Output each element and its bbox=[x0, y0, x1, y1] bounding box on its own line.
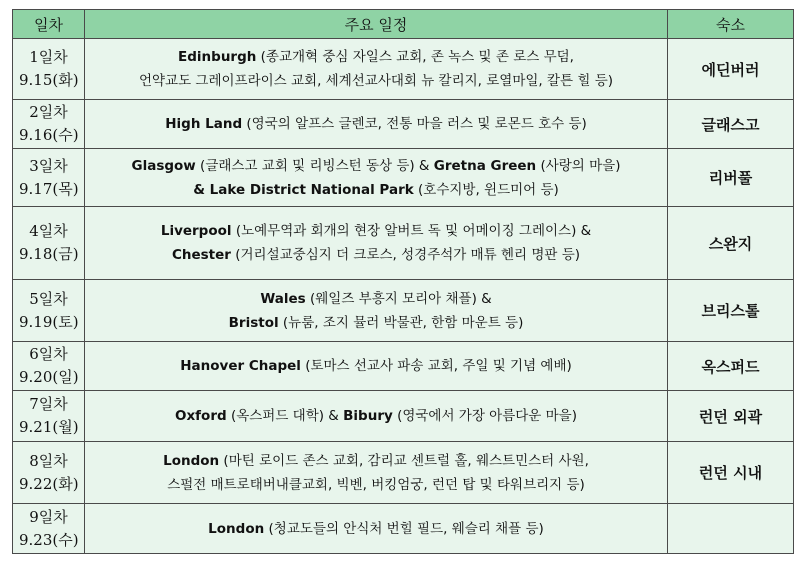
schedule-text: 스펄전 매트로태버내클교회, 빅벤, 버킹엄궁, 런던 탑 및 타워브리지 등) bbox=[167, 476, 585, 493]
place-name: London bbox=[208, 520, 265, 537]
schedule-line bbox=[91, 243, 661, 267]
schedule-text: (뉴룸, 조지 뮬러 박물관, 한함 마운트 등) bbox=[278, 314, 524, 331]
header-row bbox=[13, 10, 794, 39]
schedule-cell bbox=[85, 504, 668, 554]
schedule-text: (영국의 알프스 글렌코, 전통 마을 러스 및 로몬드 호수 등) bbox=[242, 116, 587, 132]
day-label: 8일차 bbox=[29, 451, 68, 470]
schedule-text: (거리설교중심지 더 크로스, 성경주석가 매튜 헨리 명판 등) bbox=[230, 247, 581, 263]
lodging-cell: 옥스퍼드 bbox=[668, 342, 794, 391]
day-cell bbox=[13, 207, 85, 280]
day-cell bbox=[13, 391, 85, 442]
day-label: 5일차 bbox=[29, 289, 68, 308]
schedule-text: (청교도들의 안식처 번힐 필드, 웨슬리 채플 등) bbox=[264, 520, 544, 537]
schedule-cell bbox=[85, 342, 668, 391]
table-row bbox=[13, 280, 794, 342]
place-name: Hanover Chapel bbox=[180, 358, 301, 374]
day-cell bbox=[13, 342, 85, 391]
schedule-text: 언약교도 그레이프라이스 교회, 세계선교사대회 뉴 칼리지, 로열마일, 칼튼 힐 등) bbox=[138, 73, 614, 89]
date-label: 9.17(목) bbox=[19, 179, 79, 198]
schedule-text: (웨일즈 부흥지 모리아 채플) & bbox=[305, 290, 492, 307]
place-name: Oxford bbox=[175, 408, 227, 424]
header-lodging: 숙소 bbox=[668, 10, 794, 39]
schedule-cell bbox=[85, 391, 668, 442]
header-schedule: 주요 일정 bbox=[85, 10, 668, 39]
schedule-text: (노예무역과 회개의 현장 알버트 독 및 어메이징 그레이스) & bbox=[231, 223, 592, 239]
day-cell bbox=[13, 149, 85, 207]
schedule-line bbox=[91, 473, 661, 497]
place-name: Chester bbox=[171, 247, 231, 263]
date-label: 9.15(화) bbox=[19, 71, 79, 89]
schedule-cell bbox=[85, 207, 668, 280]
place-name: High Land bbox=[165, 116, 243, 132]
place-name: Gretna Green bbox=[433, 157, 537, 174]
place-name: Wales bbox=[260, 290, 306, 307]
day-cell bbox=[13, 280, 85, 342]
schedule-text: (영국에서 가장 아름다운 마을) bbox=[392, 408, 577, 424]
schedule-cell bbox=[85, 149, 668, 207]
place-name: Bristol bbox=[228, 314, 279, 331]
schedule-line bbox=[91, 404, 661, 428]
date-label: 9.23(수) bbox=[19, 530, 79, 549]
schedule-line bbox=[91, 354, 661, 378]
place-name: Liverpool bbox=[160, 223, 232, 239]
table-row bbox=[13, 100, 794, 149]
schedule-line bbox=[91, 69, 661, 93]
schedule-line bbox=[91, 287, 661, 311]
schedule-line bbox=[91, 112, 661, 136]
place-name: London bbox=[163, 452, 220, 469]
schedule-text: (호수지방, 윈드미어 등) bbox=[413, 181, 559, 198]
table-row bbox=[13, 39, 794, 100]
schedule-text: (옥스퍼드 대학) & bbox=[226, 408, 344, 424]
header-day: 일차 bbox=[13, 10, 85, 39]
schedule-line bbox=[91, 311, 661, 335]
table-row bbox=[13, 504, 794, 554]
schedule-line bbox=[91, 178, 661, 202]
schedule-cell bbox=[85, 39, 668, 100]
day-label: 1일차 bbox=[29, 48, 68, 66]
schedule-line bbox=[91, 45, 661, 69]
lodging-cell: 런던 시내 bbox=[668, 442, 794, 504]
date-label: 9.18(금) bbox=[19, 245, 79, 263]
place-name: Edinburgh bbox=[178, 49, 257, 65]
schedule-text: (사랑의 마을) bbox=[536, 157, 621, 174]
table-row bbox=[13, 442, 794, 504]
table-row bbox=[13, 207, 794, 280]
itinerary-table bbox=[12, 9, 794, 554]
table-row bbox=[13, 149, 794, 207]
lodging-cell: 런던 외곽 bbox=[668, 391, 794, 442]
day-cell bbox=[13, 100, 85, 149]
lodging-cell: 글래스고 bbox=[668, 100, 794, 149]
lodging-cell: 스완지 bbox=[668, 207, 794, 280]
day-cell bbox=[13, 504, 85, 554]
schedule-line bbox=[91, 449, 661, 473]
schedule-text: (토마스 선교사 파송 교회, 주일 및 기념 예배) bbox=[300, 358, 572, 374]
schedule-text: (글래스고 교회 및 리빙스턴 동상 등) & bbox=[195, 157, 434, 174]
schedule-text: (종교개혁 중심 자일스 교회, 존 녹스 및 존 로스 무덤, bbox=[256, 49, 574, 65]
place-name: Bibury bbox=[343, 408, 393, 424]
day-label: 7일차 bbox=[29, 395, 68, 413]
schedule-line bbox=[91, 517, 661, 541]
date-label: 9.21(월) bbox=[19, 418, 79, 436]
schedule-cell bbox=[85, 280, 668, 342]
date-label: 9.20(일) bbox=[19, 368, 79, 386]
schedule-cell bbox=[85, 442, 668, 504]
lodging-cell: 에딘버러 bbox=[668, 39, 794, 100]
schedule-line bbox=[91, 154, 661, 178]
schedule-cell bbox=[85, 100, 668, 149]
date-label: 9.19(토) bbox=[19, 312, 79, 331]
day-label: 3일차 bbox=[29, 156, 68, 175]
table-row bbox=[13, 391, 794, 442]
lodging-cell: 리버풀 bbox=[668, 149, 794, 207]
day-label: 6일차 bbox=[29, 345, 68, 363]
lodging-cell: 브리스톨 bbox=[668, 280, 794, 342]
schedule-text: (마틴 로이드 존스 교회, 감리교 센트럴 홀, 웨스트민스터 사원, bbox=[219, 452, 589, 469]
date-label: 9.16(수) bbox=[19, 126, 79, 144]
day-label: 4일차 bbox=[29, 222, 68, 240]
day-cell bbox=[13, 39, 85, 100]
day-label: 9일차 bbox=[29, 507, 68, 526]
day-cell bbox=[13, 442, 85, 504]
table-row bbox=[13, 342, 794, 391]
place-name: & Lake District National Park bbox=[193, 181, 414, 198]
schedule-line bbox=[91, 219, 661, 243]
place-name: Glasgow bbox=[131, 157, 196, 174]
day-label: 2일차 bbox=[29, 103, 68, 121]
lodging-cell bbox=[668, 504, 794, 554]
date-label: 9.22(화) bbox=[19, 474, 79, 493]
